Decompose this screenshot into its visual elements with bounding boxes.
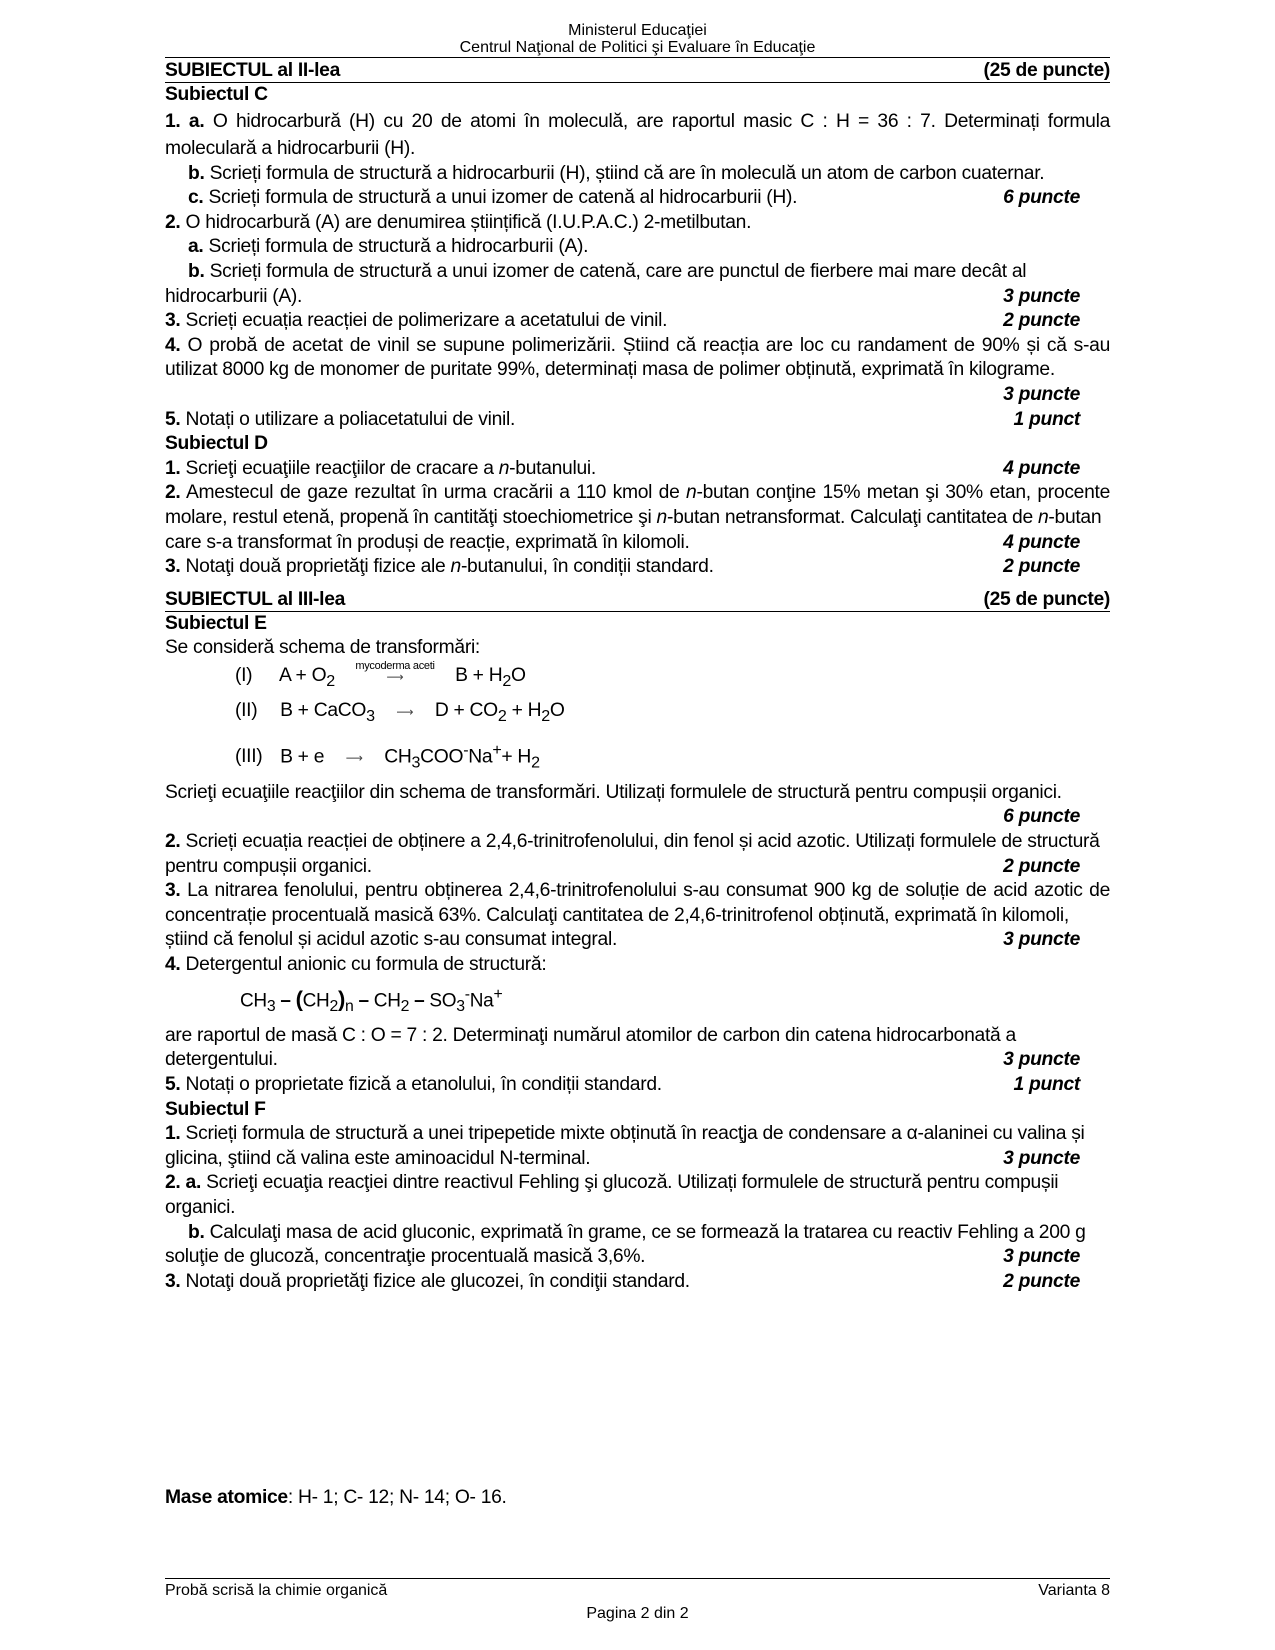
c-q1-points: 6 puncte bbox=[1003, 187, 1080, 209]
f-q3-text: Notaţi două proprietăţi fizice ale glucozei, în condiţii standard. bbox=[185, 1270, 690, 1292]
subject-e-title: Subiectul E bbox=[165, 612, 267, 634]
c-q3-number: 3. bbox=[165, 310, 181, 332]
d-q2-part1: Amestecul de gaze rezultat în urma cracării a 110 kmol de bbox=[185, 482, 687, 504]
e-question-4-cont: are raportul de masă C : O = 7 : 2. Determinaţi numărul atomilor de carbon din catena hidrocarbonată a bbox=[165, 1024, 1016, 1046]
e-q1-points-row bbox=[165, 805, 1110, 830]
e-question-4 bbox=[165, 953, 1110, 978]
e-equation-1 bbox=[165, 661, 1110, 696]
eq3-right-mid: COO bbox=[420, 746, 464, 768]
eq2-arrow: ⟶ bbox=[396, 704, 414, 719]
e-q5-number: 5. bbox=[165, 1073, 181, 1095]
d-question-3 bbox=[165, 555, 1110, 580]
d-question-1 bbox=[165, 457, 1110, 482]
eq3-arrow: ⟶ bbox=[345, 751, 363, 766]
f-q1-text-end: glicina, ştiind că valina este aminoacidul N-terminal. bbox=[165, 1147, 591, 1169]
eq3-condition bbox=[329, 739, 379, 777]
f-q1-points: 3 puncte bbox=[1003, 1147, 1080, 1169]
eq2-right: D + CO bbox=[434, 699, 498, 721]
e-question-1: Scrieţi ecuaţiile reacţiilor din schema de transformări. Utilizați formulele de structură pentru compușii organici. bbox=[165, 781, 1062, 803]
d-q3-n: n bbox=[450, 556, 461, 578]
det-ch3: CH bbox=[240, 989, 267, 1011]
c-q2a-text: Scrieți formula de structură a hidrocarburii (A). bbox=[208, 236, 589, 258]
e-q2-number: 2. bbox=[165, 831, 181, 853]
eq1-condition bbox=[340, 659, 450, 692]
subject-f-title: Subiectul F bbox=[165, 1098, 266, 1120]
c-q2-text: O hidrocarbură (A) are denumirea științifică (I.U.P.A.C.) 2-metilbutan. bbox=[185, 211, 752, 233]
e-equation-3 bbox=[165, 731, 1110, 781]
d-question-2 bbox=[165, 481, 1110, 530]
det-so3: SO bbox=[429, 989, 457, 1011]
d-question-2-end bbox=[165, 531, 1110, 556]
e-q4-text: Detergentul anionic cu formula de structură: bbox=[185, 954, 547, 976]
d-q1-text-b: -butanului. bbox=[509, 457, 596, 479]
eq1-right: B + H bbox=[455, 664, 503, 686]
f-question-2a bbox=[165, 1171, 1110, 1220]
eq1-right-end: O bbox=[510, 664, 526, 686]
eq2-right-sub2: 2 bbox=[541, 706, 550, 725]
page bbox=[165, 22, 1110, 1294]
d-q2-part2: -butan conţine 15% metan şi 30% etan, procente molare, restul etenă, propenă în cantităţi stoechiometrice şi bbox=[165, 482, 1110, 528]
e-question-4-end bbox=[165, 1048, 1110, 1073]
eq3-right-sub: 3 bbox=[411, 752, 421, 771]
e-q4-points: 3 puncte bbox=[1003, 1049, 1080, 1071]
f-q3-number: 3. bbox=[165, 1270, 181, 1292]
eq1-left-sub: 2 bbox=[326, 671, 335, 690]
e-q2-text: Scrieți ecuația reacției de obținere a 2,4,6-trinitrofenolului, din fenol și acid azotic. Utilizați formulele de structură bbox=[185, 831, 1100, 853]
e-question-5 bbox=[165, 1073, 1110, 1098]
c-q1b-number: b. bbox=[188, 162, 205, 184]
c-question-1b bbox=[165, 162, 1110, 187]
d-q1-number: 1. bbox=[165, 457, 181, 479]
det-right-paren: ) bbox=[338, 985, 346, 1011]
d-q2-n1: n bbox=[686, 482, 697, 504]
section-3-heading bbox=[165, 589, 1110, 612]
c-q1b-text: Scrieți formula de structură a hidrocarburii (H), știind că are în moleculă un atom de carbon cuaternar. bbox=[209, 162, 1045, 184]
d-q3-points: 2 puncte bbox=[1003, 556, 1080, 578]
page-header bbox=[165, 22, 1110, 56]
e-question-2 bbox=[165, 830, 1110, 855]
f-q1-number: 1. bbox=[165, 1123, 181, 1145]
c-q5-number: 5. bbox=[165, 408, 181, 430]
f-q3-points: 2 puncte bbox=[1003, 1270, 1080, 1292]
eq2-condition bbox=[380, 697, 430, 727]
eq1-arrow: ⟶ bbox=[386, 669, 404, 684]
c-question-2b bbox=[165, 260, 1110, 285]
c-question-2 bbox=[165, 211, 1110, 236]
d-q3-text-b: -butanului, în condiții standard. bbox=[460, 556, 714, 578]
det-minus: - bbox=[464, 985, 470, 1003]
det-ch2b-sub: 2 bbox=[400, 997, 410, 1015]
eq1-left: A + O bbox=[279, 664, 327, 686]
d-q2-part4: -butan bbox=[1048, 506, 1102, 528]
eq1-label: (I) bbox=[235, 664, 253, 686]
e-q3-text: La nitrarea fenolului, pentru obținerea 2,4,6-trinitrofenolului s-au consumat 900 kg de soluție de acid azotic de concentrație procentuală masică 63%. Calculaţi cantitatea de 2,4,6-trinitrofenol obținută, exprimată în kilomoli, bbox=[165, 880, 1110, 926]
d-q2-n3: n bbox=[1037, 506, 1049, 528]
c-q2-points: 3 puncte bbox=[1003, 285, 1080, 307]
det-plus: + bbox=[493, 985, 503, 1003]
f-question-2b-end bbox=[165, 1245, 1110, 1270]
eq3-right: CH bbox=[384, 746, 412, 768]
det-na: Na bbox=[469, 989, 494, 1011]
eq2-left: B + CaCO bbox=[280, 699, 367, 721]
c-q4-text: O probă de acetat de vinil se supune polimerizării. Știind că reacția are loc cu randament de 90% și că s-au utilizat 8000 kg de monomer de puritate 99%, determinați masa de polimer obținută, exprimată în kilograme. bbox=[165, 334, 1110, 381]
det-ch2b: CH bbox=[373, 989, 401, 1011]
page-footer bbox=[165, 1578, 1110, 1624]
eq2-right-end: O bbox=[549, 699, 565, 721]
header-ministry: Ministerul Educaţiei bbox=[568, 22, 707, 39]
eq2-right-mid: + H bbox=[506, 699, 542, 721]
eq2-left-sub: 3 bbox=[366, 706, 375, 725]
eq2-right-sub: 2 bbox=[497, 706, 507, 725]
atomic-masses-label: Mase atomice bbox=[165, 1487, 288, 1508]
f-question-3 bbox=[165, 1270, 1110, 1295]
e-intro: Se consideră schema de transformări: bbox=[165, 637, 480, 659]
c-q1c-text: Scrieți formula de structură a unui izomer de catenă al hidrocarburii (H). bbox=[208, 187, 798, 209]
d-q3-text-a: Notaţi două proprietăţi fizice ale bbox=[185, 556, 451, 578]
section-2-points: (25 de puncte) bbox=[983, 60, 1110, 81]
f-q2-points: 3 puncte bbox=[1003, 1246, 1080, 1268]
f-q2a-number: 2. a. bbox=[165, 1172, 202, 1194]
detergent-formula bbox=[165, 978, 1110, 1024]
section-3-title: SUBIECTUL al III-lea bbox=[165, 588, 346, 610]
atomic-masses bbox=[165, 1487, 507, 1509]
c-q2b-text: Scrieți formula de structură a unui izomer de catenă, care are punctul de fierbere mai mare decât al bbox=[209, 260, 1027, 282]
eq3-left: B + e bbox=[280, 746, 325, 768]
d-q2-number: 2. bbox=[165, 482, 181, 504]
c-question-2b-end bbox=[165, 285, 1110, 310]
e-q2-text-end: pentru compușii organici. bbox=[165, 855, 372, 877]
c-q2b-number: b. bbox=[188, 260, 205, 282]
eq3-na: Na bbox=[468, 746, 493, 768]
f-question-1 bbox=[165, 1122, 1110, 1147]
f-q1-text: Scrieți formula de structură a unei tripepetide mixte obținută în reacţja de condensare a α-alaninei cu valina și bbox=[185, 1123, 1085, 1145]
c-question-1a bbox=[165, 108, 1110, 162]
c-question-2a bbox=[165, 235, 1110, 260]
f-q2b-text: Calculaţi masa de acid gluconic, exprimată în grame, ce se formează la tratarea cu reactiv Fehling a 200 g bbox=[209, 1221, 1086, 1243]
eq3-h: + H bbox=[501, 746, 532, 768]
d-q2-part3: -butan netransformat. Calculaţi cantitatea de bbox=[666, 506, 1038, 528]
c-q2a-number: a. bbox=[188, 236, 204, 258]
c-q4-number: 4. bbox=[165, 334, 181, 356]
eq3-h-sub: 2 bbox=[531, 752, 540, 771]
f-question-2b bbox=[165, 1221, 1110, 1246]
c-q4-points-row bbox=[165, 383, 1110, 408]
d-q2-n2: n bbox=[656, 506, 667, 528]
d-q2-points: 4 puncte bbox=[1003, 531, 1080, 553]
det-ch2: CH bbox=[302, 989, 330, 1011]
footer-row bbox=[165, 1579, 1110, 1601]
det-left-paren: ( bbox=[295, 985, 303, 1011]
det-n: n bbox=[345, 997, 354, 1015]
d-q2-last: care s-a transformat în produși de reacție, exprimată în kilomoli. bbox=[165, 531, 690, 553]
e-q4-text-end: detergentului. bbox=[165, 1049, 278, 1071]
atomic-masses-values: : H- 1; C- 12; N- 14; O- 16. bbox=[287, 1487, 507, 1508]
eq1-condition-label: mycoderma aceti bbox=[355, 659, 435, 672]
c-question-1c bbox=[165, 186, 1110, 211]
e-q1-points: 6 puncte bbox=[1003, 806, 1080, 828]
e-equation-2 bbox=[165, 696, 1110, 731]
c-q5-text: Notați o utilizare a poliacetatului de vinil. bbox=[185, 408, 516, 430]
c-q2-number: 2. bbox=[165, 211, 181, 233]
e-question-3-end bbox=[165, 928, 1110, 953]
e-question-2-end bbox=[165, 855, 1110, 880]
d-q1-n: n bbox=[498, 457, 510, 479]
c-question-3 bbox=[165, 309, 1110, 334]
f-question-1-end bbox=[165, 1147, 1110, 1172]
c-q1a-number: 1. a. bbox=[165, 110, 205, 132]
c-q3-points: 2 puncte bbox=[1003, 310, 1080, 332]
det-dash-2: – bbox=[358, 989, 369, 1011]
eq3-label: (III) bbox=[235, 746, 263, 768]
footer-variant: Varianta 8 bbox=[1038, 1582, 1110, 1599]
section-2-title: SUBIECTUL al II-lea bbox=[165, 60, 341, 81]
subject-c-title: Subiectul C bbox=[165, 84, 268, 105]
c-question-4 bbox=[165, 334, 1110, 383]
d-q3-number: 3. bbox=[165, 556, 181, 578]
c-q5-points: 1 punct bbox=[1013, 408, 1080, 430]
e-q3-points: 3 puncte bbox=[1003, 929, 1080, 951]
footer-exam-name: Probă scrisă la chimie organică bbox=[165, 1582, 388, 1599]
d-q1-text-a: Scrieţi ecuaţiile reacţiilor de cracare a bbox=[185, 457, 499, 479]
c-q1c-number: c. bbox=[188, 187, 204, 209]
eq2-label: (II) bbox=[235, 699, 258, 721]
e-q2-points: 2 puncte bbox=[1003, 855, 1080, 877]
eq3-minus: - bbox=[463, 740, 469, 759]
header-divider bbox=[165, 57, 1110, 58]
f-q2b-number: b. bbox=[188, 1221, 205, 1243]
det-dash-3: – bbox=[414, 989, 425, 1011]
e-q5-text: Notați o proprietate fizică a etanolului, în condiții standard. bbox=[185, 1073, 662, 1095]
e-q5-points: 1 punct bbox=[1013, 1073, 1080, 1095]
det-dash-1: – bbox=[280, 989, 291, 1011]
e-q3-text-end: știind că fenolul și acidul azotic s-au consumat integral. bbox=[165, 929, 618, 951]
c-q2b-text-end: hidrocarburii (A). bbox=[165, 285, 303, 307]
footer-page-number: Pagina 2 din 2 bbox=[586, 1605, 689, 1622]
e-q4-number: 4. bbox=[165, 954, 181, 976]
exam-content bbox=[165, 60, 1110, 1294]
det-ch2-sub: 2 bbox=[329, 997, 338, 1015]
header-center: Centrul Naţional de Politici şi Evaluare în Educaţie bbox=[459, 39, 816, 56]
c-q4-points: 3 puncte bbox=[1003, 383, 1080, 405]
f-q2b-text-end: soluţie de glucoză, concentraţie procentuală masică 3,6%. bbox=[165, 1246, 646, 1268]
c-q3-text: Scrieți ecuația reacției de polimerizare a acetatului de vinil. bbox=[185, 310, 668, 332]
det-ch3-sub: 3 bbox=[266, 997, 276, 1015]
section-2-heading bbox=[165, 60, 1110, 83]
f-q2a-text: Scrieţi ecuaţia reacţiei dintre reactivul Fehling şi glucoză. Utilizați formulele de structură pentru compușii organici. bbox=[165, 1172, 1059, 1218]
subject-d-title: Subiectul D bbox=[165, 433, 268, 455]
e-q3-number: 3. bbox=[165, 880, 181, 902]
section-3-points: (25 de puncte) bbox=[983, 588, 1110, 610]
d-q1-points: 4 puncte bbox=[1003, 457, 1080, 479]
eq1-right-sub: 2 bbox=[502, 671, 511, 690]
e-question-3 bbox=[165, 879, 1110, 928]
c-question-5 bbox=[165, 408, 1110, 433]
det-so3-sub: 3 bbox=[456, 997, 465, 1015]
c-q1a-text: O hidrocarbură (H) cu 20 de atomi în moleculă, are raportul masic C : H = 36 : 7. Determinați formula moleculară a hidrocarburii (H). bbox=[165, 110, 1110, 159]
eq3-plus: + bbox=[492, 740, 502, 759]
